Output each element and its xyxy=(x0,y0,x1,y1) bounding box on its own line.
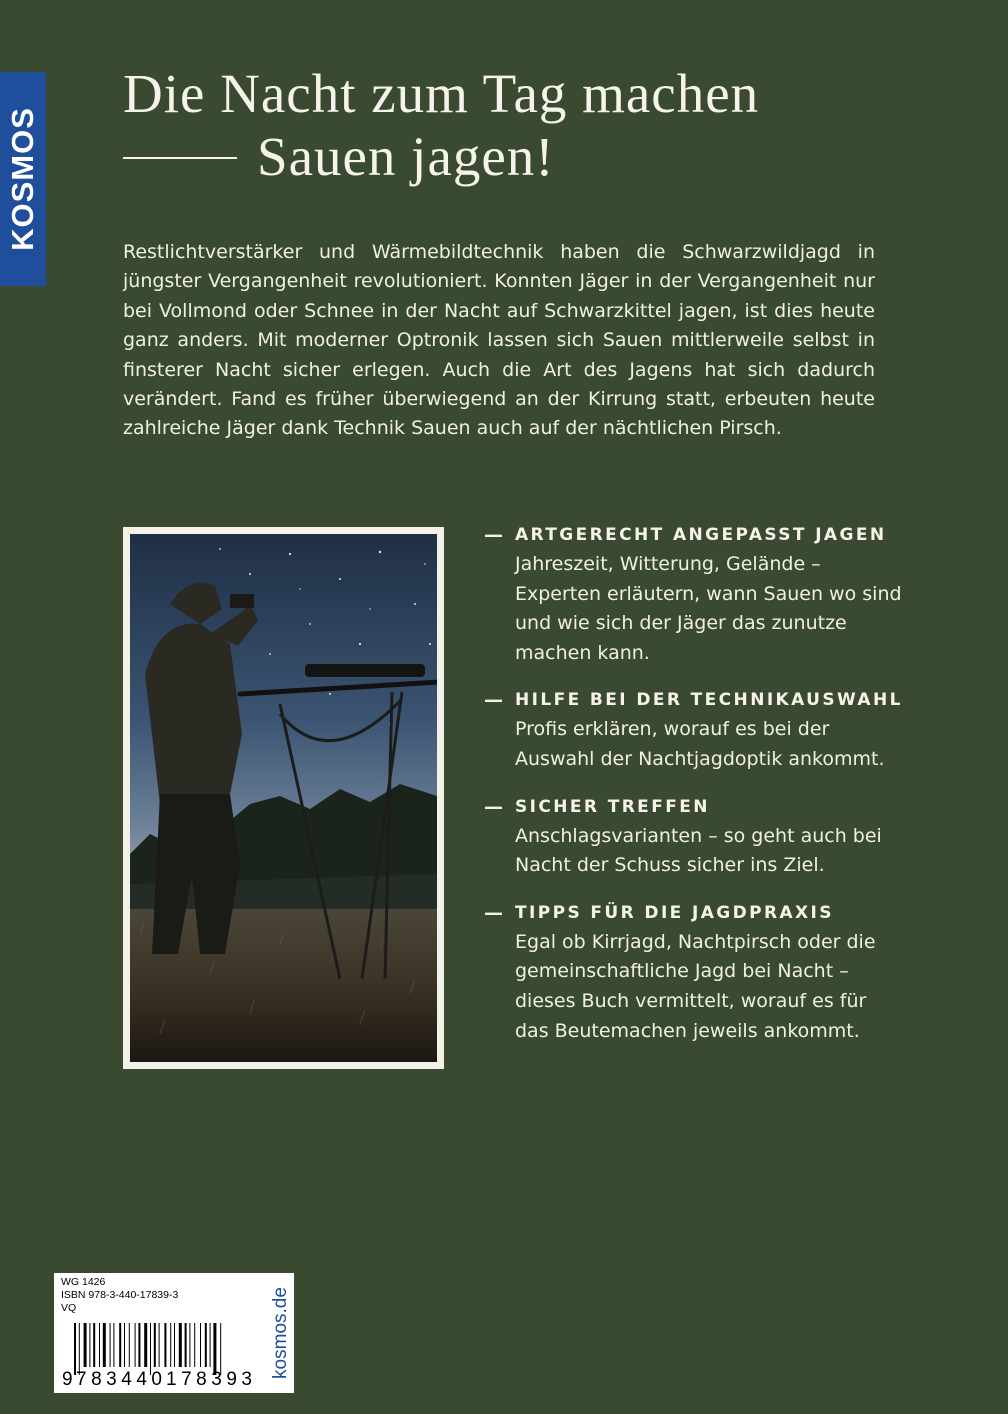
barcode-bar xyxy=(174,1323,175,1367)
barcode-graphic xyxy=(54,1273,268,1393)
vq-code: VQ xyxy=(61,1302,77,1314)
feature-item xyxy=(484,686,904,774)
kosmos-logo-tab xyxy=(0,72,46,286)
barcode-digits-group-2: 178393 xyxy=(166,1369,252,1390)
barcode-bar xyxy=(159,1323,160,1367)
barcode-bar xyxy=(84,1323,87,1367)
barcode-digits-group-1: 783440 xyxy=(76,1369,162,1390)
barcode-bar xyxy=(200,1323,201,1367)
feature-dash: — xyxy=(484,689,503,712)
feature-title: ARTGERECHT ANGEPASST JAGEN xyxy=(515,525,887,545)
barcode-bar xyxy=(124,1323,125,1367)
headline-line-1: Die Nacht zum Tag machen xyxy=(123,63,760,124)
barcode-bar xyxy=(170,1323,171,1367)
hunter-night-photo xyxy=(130,534,437,1062)
barcode-bar xyxy=(138,1323,140,1367)
barcode-bar xyxy=(194,1323,195,1367)
barcode-digit-first: 9 xyxy=(62,1369,73,1390)
barcode-bar xyxy=(99,1323,100,1367)
barcode-bar xyxy=(164,1323,166,1367)
barcode-bar xyxy=(210,1323,211,1367)
feature-dash: — xyxy=(484,795,503,818)
isbn-text: ISBN 978-3-440-17839-3 xyxy=(61,1289,179,1301)
wg-code: WG 1426 xyxy=(61,1276,106,1288)
headline-line-2: Sauen jagen! xyxy=(257,126,555,187)
barcode-panel xyxy=(54,1273,268,1393)
intro-paragraph: Restlichtverstärker und Wärmebildtechnik haben die Schwarzwildjagd in jüngster Vergangenheit revolutioniert. Konnten Jäger in der Vergangenheit nur bei Vollmond oder Schnee in der Nacht auf Schwarzkittel jagen, ist dies heute ganz anders. Mit moderner Optronik lassen sich Sauen mittlerweile selbst in finsterer Nacht sicher erlegen. Auch die Art des Jagens hat sich dadurch verändert. Fand es früher überwiegend an der Kirrung statt, erbeuten heute zahlreiche Jäger dank Technik Sauen auch auf der nächtlichen Pirsch. xyxy=(123,241,875,440)
cover-photo-frame xyxy=(123,527,444,1069)
barcode-bar xyxy=(135,1323,136,1367)
feature-title: SICHER TREFFEN xyxy=(515,796,710,817)
barcode-bar xyxy=(150,1323,151,1375)
feature-dash: — xyxy=(484,524,503,546)
feature-text: Anschlagsvarianten – so geht auch bei Nacht der Schuss sicher ins Ziel. xyxy=(515,824,882,877)
barcode-bar xyxy=(144,1323,147,1367)
feature-dash: — xyxy=(484,901,503,924)
barcode-bar xyxy=(110,1323,111,1367)
barcode-bar xyxy=(205,1323,207,1367)
feature-text: Jahreszeit, Witterung, Gelände – Experten erläutern, wann Sauen wo sind und wie sich der Jäger das zunutze machen kann. xyxy=(515,553,902,664)
barcode-bar xyxy=(89,1323,90,1367)
feature-text: Profis erklären, worauf es bei der Auswahl der Nachtjagdoptik ankommt. xyxy=(515,718,885,770)
barcode-bar xyxy=(113,1323,114,1367)
barcode-bar xyxy=(179,1323,182,1367)
feature-item xyxy=(484,793,904,881)
barcode-bar xyxy=(189,1323,190,1367)
headline xyxy=(123,62,923,188)
kosmos-logo-text: KOSMOS xyxy=(5,107,40,251)
barcode-bar xyxy=(74,1323,76,1375)
barcode-bar xyxy=(93,1323,95,1367)
barcode-bar xyxy=(79,1323,80,1375)
barcode-bar xyxy=(129,1323,130,1367)
feature-title: HILFE BEI DER TECHNIKAUSWAHL xyxy=(515,690,903,711)
feature-title: TIPPS FÜR DIE JAGDPRAXIS xyxy=(515,902,834,923)
barcode-bar xyxy=(154,1323,156,1367)
barcode-bar xyxy=(220,1323,221,1375)
feature-list xyxy=(484,521,904,1064)
headline-rule xyxy=(123,157,237,159)
barcode-bar xyxy=(185,1323,187,1367)
feature-item xyxy=(484,521,904,668)
barcode-bar xyxy=(103,1323,106,1367)
barcode-bar xyxy=(119,1323,121,1367)
barcode-bar xyxy=(213,1323,216,1375)
website-link[interactable]: kosmos.de xyxy=(270,1287,291,1379)
feature-item xyxy=(484,899,904,1046)
feature-text: Egal ob Kirrjagd, Nachtpirsch oder die gemeinschaftliche Jagd bei Nacht – dieses Buch vermittelt, worauf es für das Beutemachen jeweils ankommt. xyxy=(515,930,876,1042)
website-strip xyxy=(268,1273,294,1393)
